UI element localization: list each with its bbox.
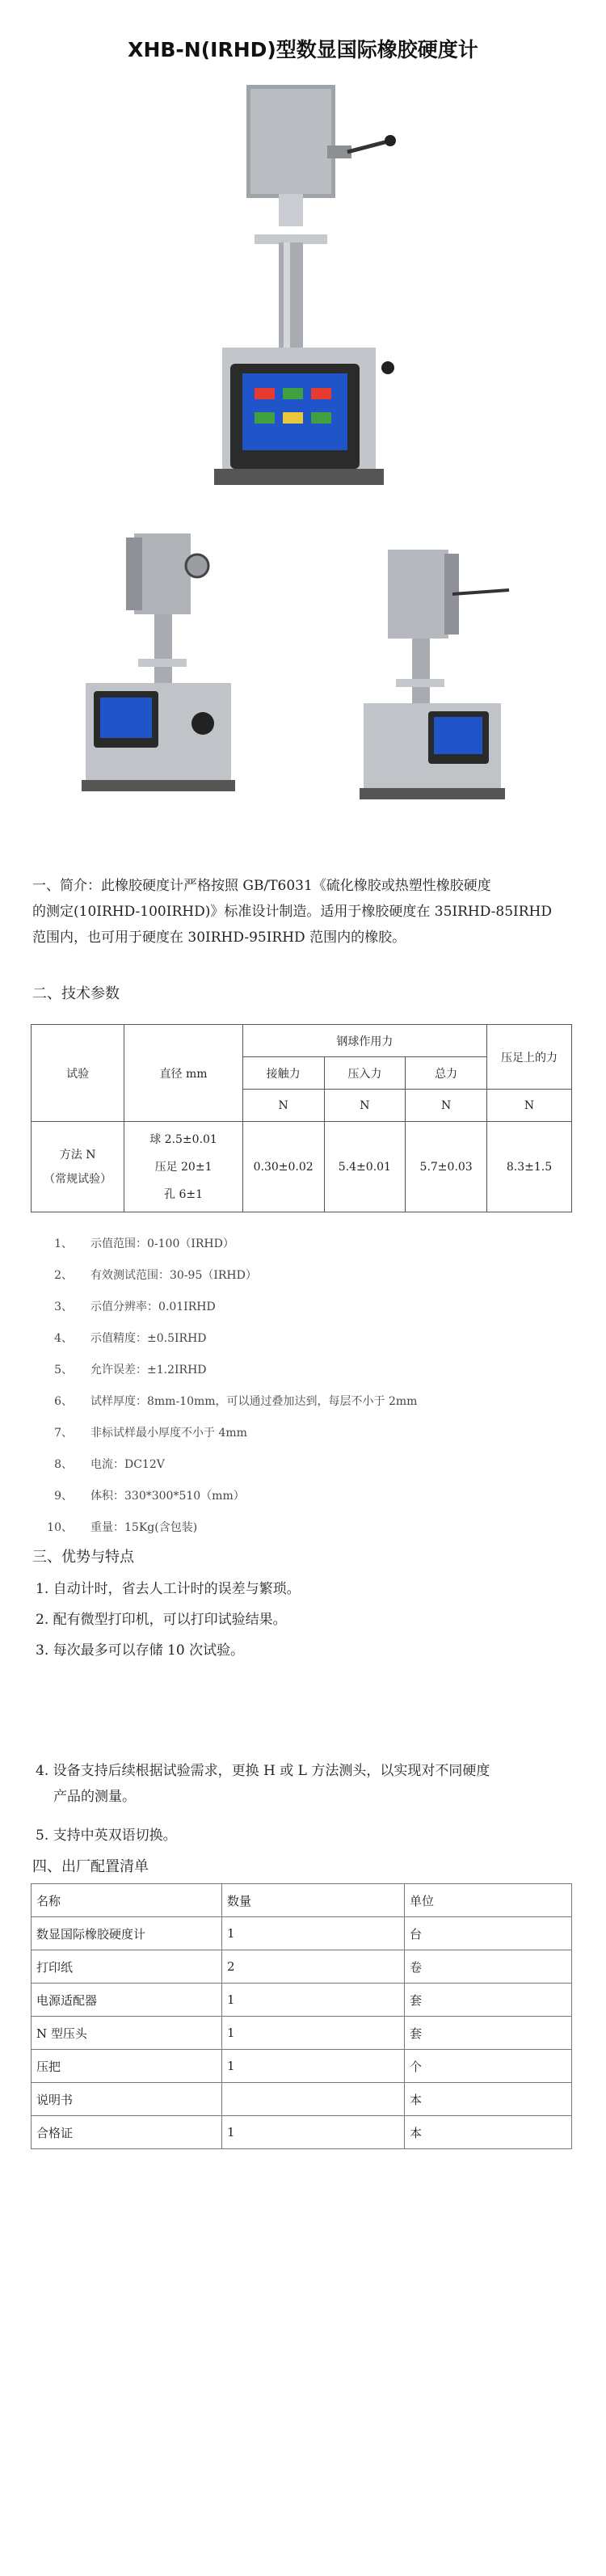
cell-name: 压把 [32,2050,222,2083]
spec-text: 电流：DC12V [90,1458,165,1471]
spec-num: 1、 [54,1237,73,1250]
method-name: 方法 N [59,1148,96,1162]
th-contact: 接触力 [242,1057,324,1090]
th-press-unit: N [324,1090,406,1122]
cell-unit: 本 [405,2083,572,2116]
advantage-item: 2. 配有微型打印机，可以打印试验结果。 [36,1612,287,1628]
spec-text: 有效测试范围：30-95（IRHD） [90,1269,257,1282]
page-title: XHB-N(IRHD)型数显国际橡胶硬度计 [128,38,478,61]
cell-qty: 1 [222,2017,405,2050]
section-advantages-title: 三、优势与特点 [32,1549,134,1566]
cell-qty: 2 [222,1950,405,1984]
th-total: 总力 [406,1057,487,1090]
table-row [32,2017,572,2050]
td-foot: 8.3±1.5 [487,1122,572,1212]
cell-qty: 1 [222,1984,405,2017]
th-press: 压入力 [324,1057,406,1090]
advantage-item-4 [36,1758,569,1810]
section-tech-params-title: 二、技术参数 [32,985,120,1002]
cell-qty: 1 [222,2116,405,2149]
td-diameter [124,1122,242,1212]
product-photo-front [206,81,400,493]
td-total: 5.7±0.03 [406,1122,487,1212]
th-ball-force: 钢球作用力 [242,1025,486,1057]
cell-qty [222,2083,405,2116]
dia-foot: 压足 20±1 [154,1160,213,1174]
spec-num: 8、 [54,1458,73,1471]
cell-qty: 1 [222,2050,405,2083]
intro-line-2: 的测定(10IRHD-100IRHD)》标准设计制造。适用于橡胶硬度在 35IRHD-85IRHD [32,904,553,920]
td-press: 5.4±0.01 [324,1122,406,1212]
cell-name: N 型压头 [32,2017,222,2050]
advantage-item: 3. 每次最多可以存储 10 次试验。 [36,1642,245,1659]
spec-text: 非标试样最小厚度不小于 4mm [90,1427,247,1440]
advantage-4-line-2: 产品的测量。 [53,1789,136,1805]
product-photo-right [351,546,513,804]
spec-text: 试样厚度：8mm-10mm，可以通过叠加达到，每层不小于 2mm [90,1395,418,1408]
cell-unit: 本 [405,2116,572,2149]
advantage-item: 1. 自动计时，省去人工计时的误差与繁琐。 [36,1581,301,1597]
advantage-item-5: 5. 支持中英双语切换。 [36,1828,177,1844]
th-unit: 单位 [405,1884,572,1917]
dia-hole: 孔 6±1 [164,1187,204,1201]
method-note: （常规试验） [44,1172,112,1186]
th-diameter: 直径 mm [124,1025,242,1122]
spec-num: 3、 [54,1301,73,1313]
cell-name: 数显国际橡胶硬度计 [32,1917,222,1950]
th-name: 名称 [32,1884,222,1917]
spec-text: 示值精度：±0.5IRHD [90,1332,207,1345]
params-table [31,1024,572,1212]
table-row [32,2050,572,2083]
spec-num: 7、 [54,1427,73,1440]
spec-num: 4、 [54,1332,73,1345]
table-row [32,2116,572,2149]
th-qty: 数量 [222,1884,405,1917]
th-foot-force: 压足上的力 [487,1025,572,1090]
spec-text: 重量：15Kg(含包装) [90,1521,198,1534]
cell-unit: 卷 [405,1950,572,1984]
th-test: 试验 [32,1025,124,1122]
td-contact: 0.30±0.02 [242,1122,324,1212]
td-method [32,1122,124,1212]
spec-text: 体积：330*300*510（mm） [90,1490,245,1503]
spec-num: 10、 [47,1521,73,1534]
spec-text: 示值分辨率：0.01IRHD [90,1301,216,1313]
cell-name: 电源适配器 [32,1984,222,2017]
th-foot-unit: N [487,1090,572,1122]
th-contact-unit: N [242,1090,324,1122]
table-row [32,1917,572,1950]
cell-name: 打印纸 [32,1950,222,1984]
advantage-4-line-1: 4. 设备支持后续根据试验需求，更换 H 或 L 方法测头，以实现对不同硬度 [36,1763,490,1779]
cell-name: 合格证 [32,2116,222,2149]
intro-text [32,873,574,951]
spec-num: 9、 [54,1490,73,1503]
table-row [32,2083,572,2116]
spec-text: 允许误差：±1.2IRHD [90,1364,207,1377]
cell-unit: 套 [405,1984,572,2017]
intro-line-1: 一、简介：此橡胶硬度计严格按照 GB/T6031《硫化橡胶或热塑性橡胶硬度 [32,878,491,894]
cell-unit: 个 [405,2050,572,2083]
cell-unit: 套 [405,2017,572,2050]
section-config-list-title: 四、出厂配置清单 [32,1858,149,1875]
intro-line-3: 范围内，也可用于硬度在 30IRHD-95IRHD 范围内的橡胶。 [32,930,406,946]
spec-num: 2、 [54,1269,73,1282]
th-total-unit: N [406,1090,487,1122]
cell-qty: 1 [222,1917,405,1950]
table-header-row [32,1884,572,1917]
table-row [32,1984,572,2017]
cell-unit: 台 [405,1917,572,1950]
product-photo-left [78,529,239,796]
cell-name: 说明书 [32,2083,222,2116]
table-row [32,1950,572,1984]
dia-ball: 球 2.5±0.01 [149,1132,217,1146]
spec-num: 6、 [54,1395,73,1408]
spec-num: 5、 [54,1364,73,1377]
spec-text: 示值范围：0-100（IRHD） [90,1237,234,1250]
config-list-table [31,1883,572,2149]
